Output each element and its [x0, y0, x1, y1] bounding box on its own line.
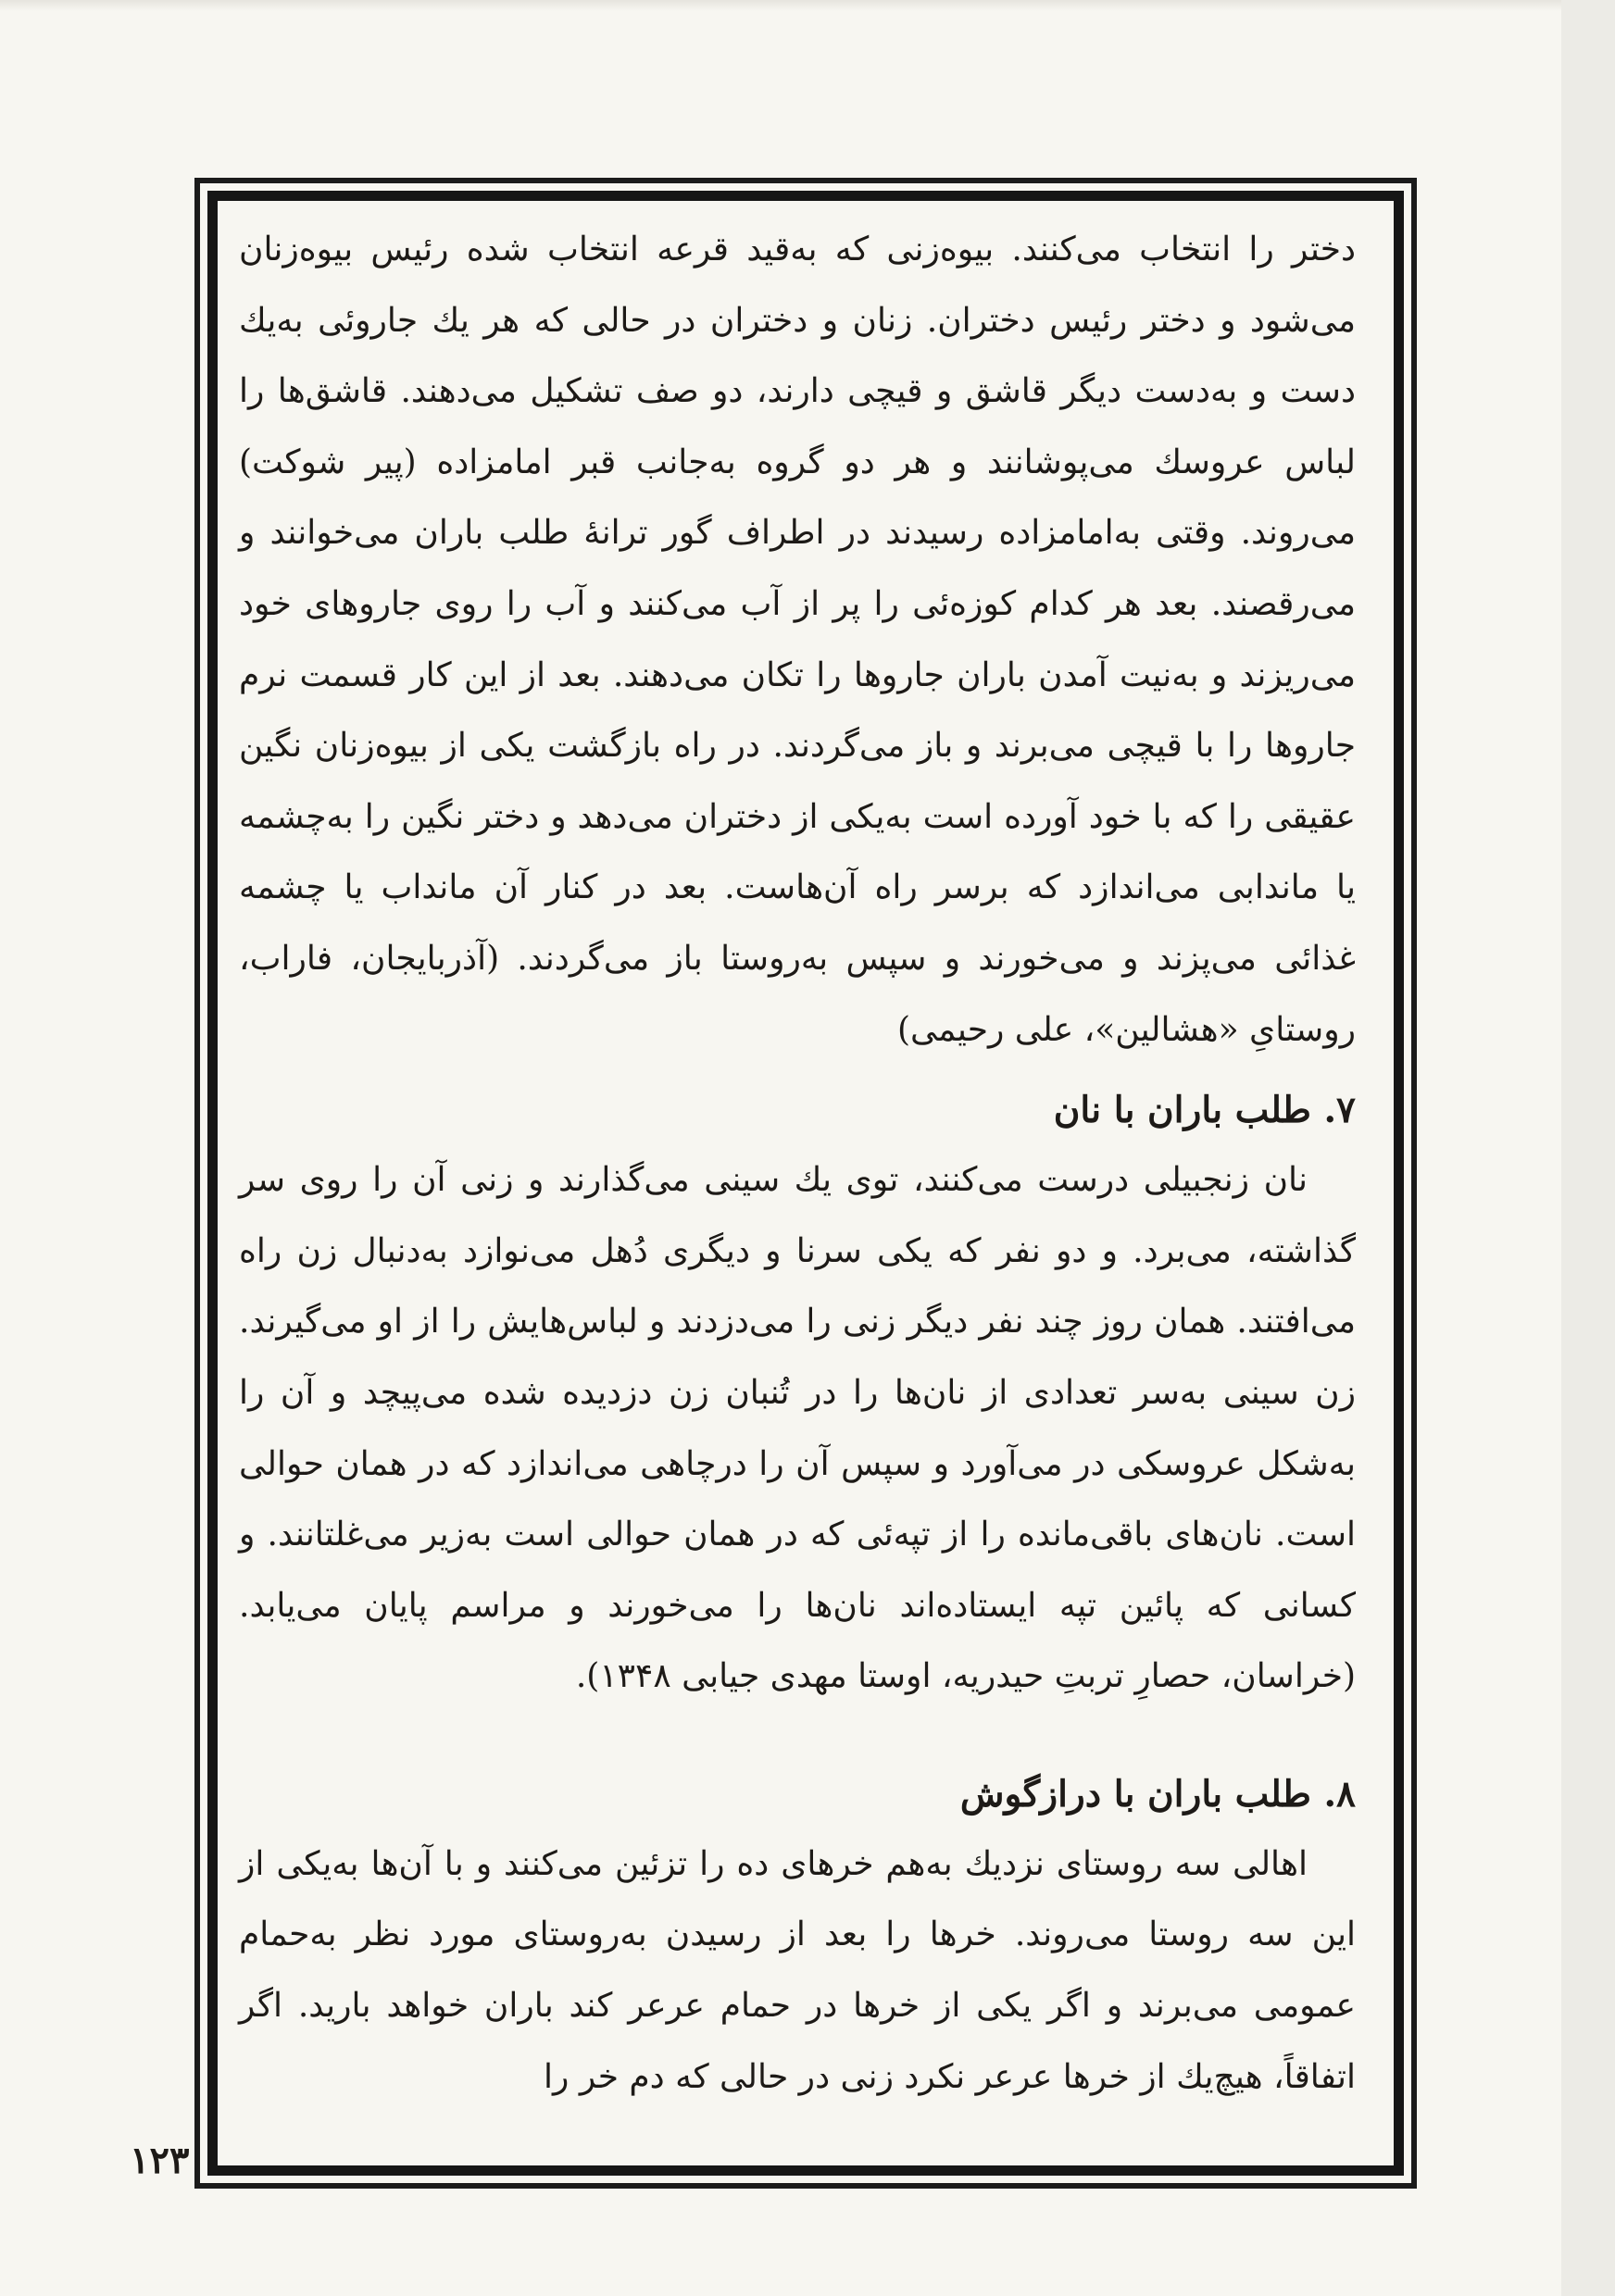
section-heading-8: ۸. طلب باران با درازگوش: [959, 1772, 1356, 1816]
section-heading-7: ۷. طلب باران با نان: [1053, 1089, 1356, 1132]
paragraph-section-7: نان زنجبیلی درست می‌کنند، توی یك سینی می‌گذارند و زنی آن را روی سر گذاشته، می‌برد. و دو نفر که یکی سرنا و دیگری دُهل می‌نوازد به‌دنبال زن راه می‌افتند. همان روز چند نفر دیگر زنی را می‌دزدند و لباس‌هایش را از او می‌گیرند. زن سینی به‌سر تعدادی از نان‌ها را در تُنبان زن دزدیده شده می‌پیچد و آن را به‌شکل عروسکی در می‌آورد و سپس آن را درچاهی می‌اندازد که در همان حوالی است. نان‌های باقی‌مانده را از تپه‌ئی که در همان حوالی است به‌زیر می‌غلتانند. و کسانی که پائین تپه ایستاده‌اند نان‌ها را می‌خورند و مراسم پایان می‌یابد. (خراسان، حصارِ تربتِ حیدریه، اوستا مهدی جیابی ۱۳۴۸).: [239, 1161, 1356, 1696]
page-top-edge: [0, 0, 1615, 11]
paragraph-continued: دختر را انتخاب می‌کنند. بیوه‌زنی که به‌قید قرعه انتخاب شده رئیس بیوه‌زنان می‌شود و دختر رئیس دختران. زنان و دختران در حالی که هر یك جاروئی به‌یك دست و به‌دست دیگر قاشق و قیچی دارند، دو صف تشکیل می‌دهند. قاشق‌ها را لباس عروسك می‌پوشانند و هر دو گروه به‌جانب قبر امامزاده (پیر شوکت) می‌روند. وقتی به‌امامزاده رسیدند در اطراف گور ترانهٔ طلب باران می‌خوانند و می‌رقصند. بعد هر کدام کوزه‌ئی را پر از آب می‌کنند و آب را روی جاروهای خود می‌ریزند و به‌نیت آمدن باران جاروها را تکان می‌دهند. بعد از این کار قسمت نرم جاروها را با قیچی می‌برند و باز می‌گردند. در راه بازگشت یکی از بیوه‌زنان نگین عقیقی را که با خود آورده است به‌یکی از دختران می‌دهد و دختر نگین را به‌چشمه یا ماندابی می‌اندازد که برسر راه آن‌هاست. بعد در کنار آن مانداب یا چشمه غذائی می‌پزند و می‌خورند و سپس به‌روستا باز می‌گردند. (آذربایجان، فاراب، روستایِ «هشالین»، علی رحیمی): [239, 231, 1356, 1049]
page-number: ۱۲۳: [130, 2139, 190, 2182]
page-right-edge: [1561, 0, 1615, 2296]
paragraph-section-8: اهالی سه روستای نزدیك به‌هم خرهای ده را تزئین می‌کنند و با آن‌ها به‌یکی از این سه روستا می‌روند. خرها را بعد از رسیدن به‌روستای مورد نظر به‌حمام عمومی می‌برند و اگر یکی از خرها در حمام عرعر کند باران خواهد بارید. اگر اتفاقاً، هیچ‌یك از خرها عرعر نکرد زنی در حالی که دم خر را: [239, 1844, 1356, 2096]
page-text-block: [239, 215, 1356, 2159]
